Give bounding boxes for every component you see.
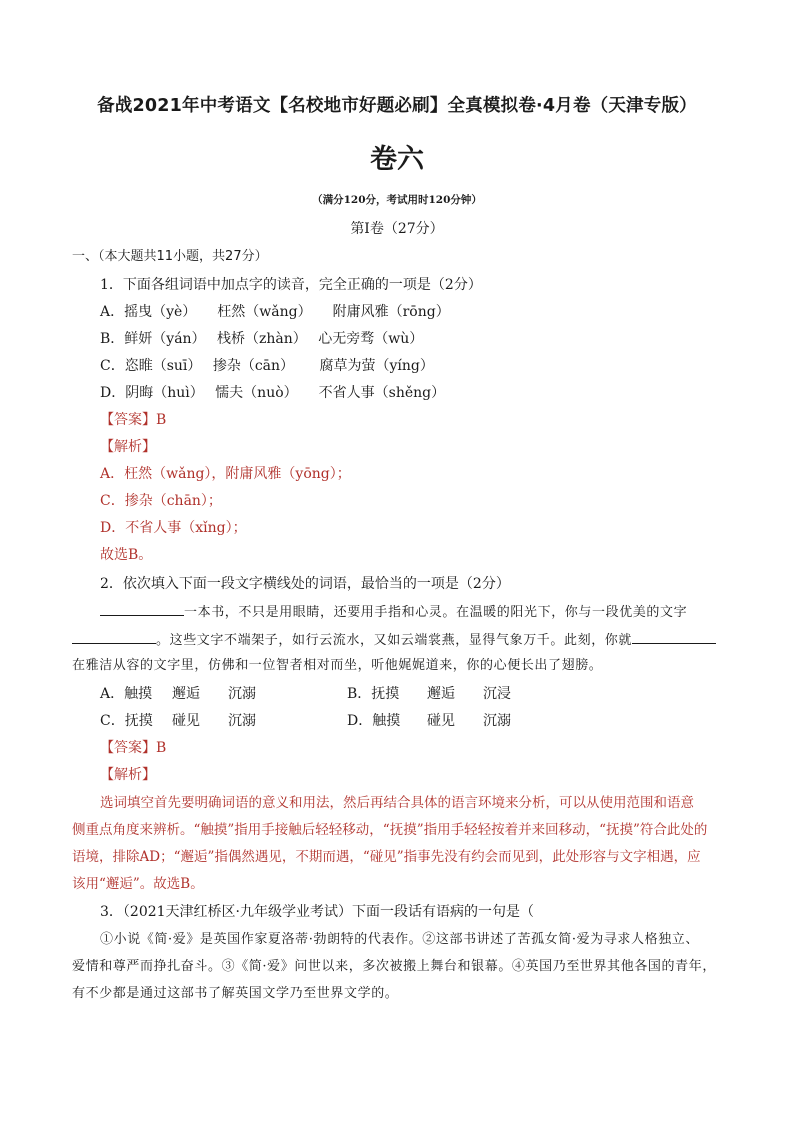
exam-meta: （满分120分，考试用时120分钟） [312,194,482,206]
q1-analysis-label: 【解析】 [100,439,156,455]
volume-heading: 第Ⅰ卷（27分） [350,221,444,237]
fill-blank-2 [72,629,156,644]
q1-conclusion: 故选B。 [100,547,153,563]
q2-analysis-line: 语境，排除AD；“邂逅”指偶然遇见，不期而遇，“碰见”指事先没有约会而见到，此处形容与文字相遇，应 [72,849,701,865]
q3-passage-line: 有不少都是通过这部书了解英国文学乃至世界文学的。 [72,986,399,1001]
q2-answer: 【答案】B [100,740,167,756]
q2-option-c: C．抚摸 碰见 沉溺 [100,713,256,729]
q2-analysis-line: 选词填空首先要明确词语的意义和用法，然后再结合具体的语言环境来分析，可以从使用范围和语意 [100,795,694,811]
fill-blank-1 [100,601,184,616]
exam-subtitle: 卷六 [370,144,424,175]
q1-option-c: C．恣睢（suī） 掺杂（cān） 腐草为萤（yíng） [100,358,434,374]
q2-option-b: B．抚摸 邂逅 沉浸 [347,686,511,702]
q2-passage-text: 一本书，不只是用眼睛，还要用手指和心灵。在温暖的阳光下，你与一段优美的文字 [184,605,688,620]
q1-analysis-line: C．掺杂（chān）； [100,493,222,509]
q3-passage-line: ①小说《简·爱》是英国作家夏洛蒂·勃朗特的代表作。②这部书讲述了苦孤女简·爱为寻求人格独立、 [100,932,699,947]
q1-analysis-line: A．枉然（wǎng），附庸风雅（yōng）； [100,466,351,482]
q2-analysis-line: 该用“邂逅”。故选B。 [72,876,204,892]
q2-stem: 2．依次填入下面一段文字横线处的词语，最恰当的一项是（2分） [100,576,510,592]
q1-option-a: A．摇曳（yè） 枉然（wǎng） 附庸风雅（rōng） [100,304,450,320]
q2-option-d: D．触摸 碰见 沉溺 [347,713,511,729]
q2-analysis-label: 【解析】 [100,767,156,783]
q2-analysis-line: 侧重点角度来辨析。“触摸”指用手接触后轻轻移动，“抚摸”指用手轻轻按着并来回移动，“抚摸”符合此处的 [72,822,708,838]
q3-stem: 3．（2021天津红桥区·九年级学业考试）下面一段话有语病的一句是（ [100,904,534,920]
q1-option-b: B．鲜妍（yán） 栈桥（zhàn） 心无旁骛（wù） [100,331,424,347]
q2-option-a: A．触摸 邂逅 沉溺 [100,686,256,702]
q2-passage-line-3: 在雅洁从容的文字里，仿佛和一位智者相对而坐，听他娓娓道来，你的心便长出了翅膀。 [72,658,603,673]
section-heading: 一、（本大题共11小题，共27分） [72,249,268,264]
q2-passage-line-2 [72,629,716,651]
page-title: 备战2021年中考语文【名校地市好题必刷】全真模拟卷·4月卷（天津专版） [97,96,697,116]
q1-analysis-line: D．不省人事（xǐng）； [100,520,247,536]
q3-passage-line: 爱情和尊严而挣扎奋斗。③《简·爱》问世以来，多次被搬上舞台和银幕。④英国乃至世界其他各国的青年， [72,959,716,974]
q1-stem: 1．下面各组词语中加点字的读音，完全正确的一项是（2分） [100,277,482,293]
fill-blank-3 [632,629,716,644]
q1-option-d: D．阴晦（huì） 懦夫（nuò） 不省人事（shěng） [100,385,446,401]
q1-answer: 【答案】B [100,412,167,428]
q2-passage-line-1 [100,601,687,623]
q2-passage-text: 。这些文字不端架子，如行云流水，又如云端裳燕，显得气象万千。此刻，你就 [156,633,633,648]
